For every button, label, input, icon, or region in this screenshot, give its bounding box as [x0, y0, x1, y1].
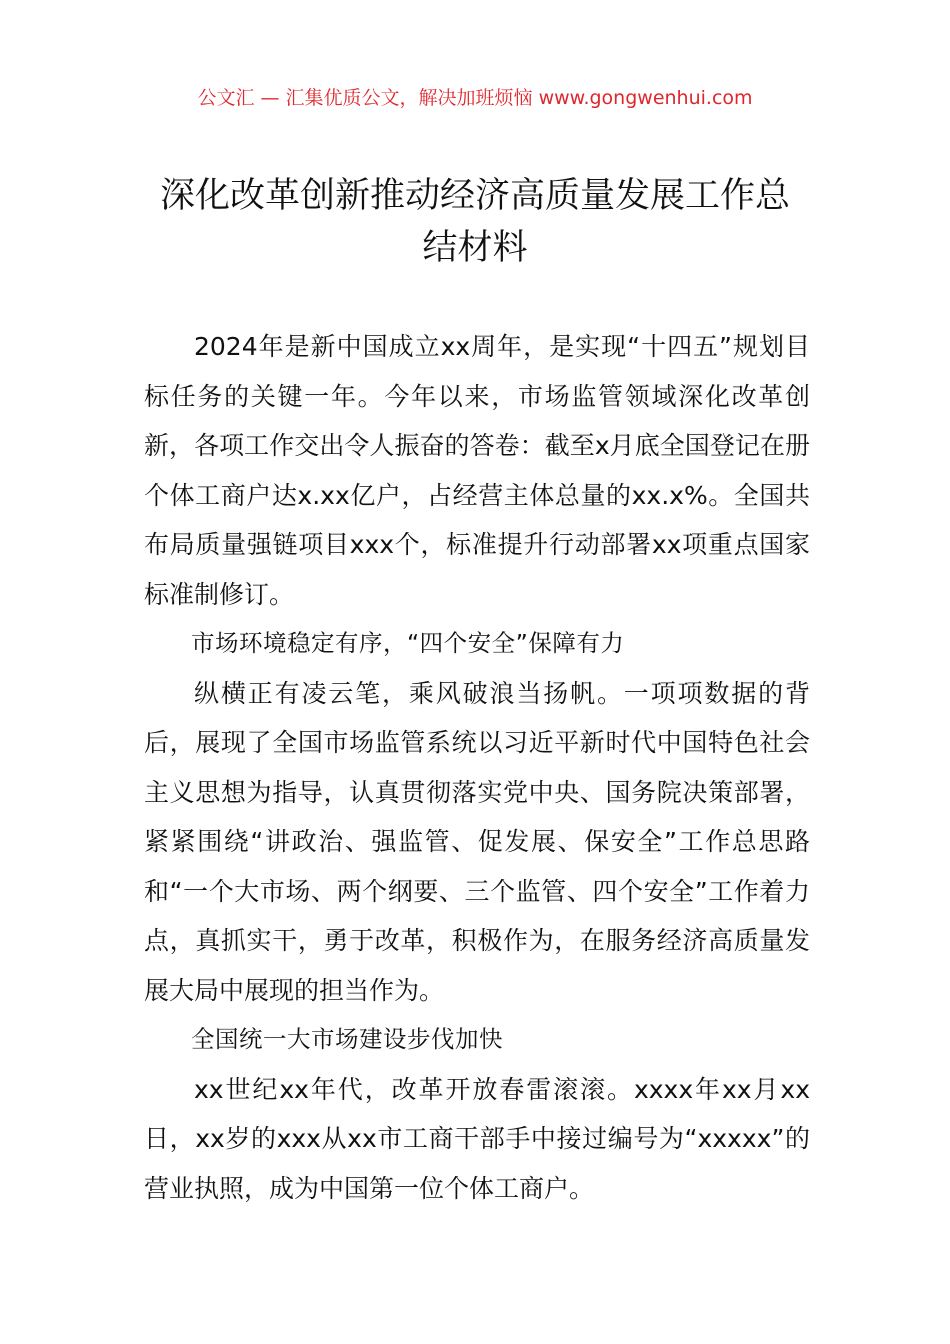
title-line-1: 深化改革创新推动经济高质量发展工作总 [159, 176, 790, 216]
subheading-unified-market: 全国统一大市场建设步伐加快 [191, 1025, 503, 1053]
document-title [140, 170, 810, 274]
subheading-market-environment: 市场环境稳定有序，“四个安全”保障有力 [191, 629, 625, 657]
header-banner: 公文汇 — 汇集优质公文，解决加班烦恼 www.gongwenhui.com [197, 87, 753, 109]
title-line-2: 结材料 [422, 228, 528, 268]
paragraph-history: xx世纪xx年代，改革开放春雷滚滚。xxxx年xx月xx日，xx岁的xxx从xx市工商干部手中接过编号为“xxxxx”的营业执照，成为中国第一位个体工商户。 [144, 1074, 810, 1203]
paragraph-achievements: 纵横正有凌云笔，乘风破浪当扬帆。一项项数据的背后，展现了全国市场监管系统以习近平新时代中国特色社会主义思想为指导，认真贯彻落实党中央、国务院决策部署，紧紧围绕“讲政治、强监管、促发展、保安全”工作总思路和“一个大市场、两个纲要、三个监管、四个安全”工作着力点，真抓实干，勇于改革，积极作为，在服务经济高质量发展大局中展现的担当作为。 [144, 678, 810, 1005]
paragraph-intro: 2024年是新中国成立xx周年，是实现“十四五”规划目标任务的关键一年。今年以来，市场监管领域深化改革创新，各项工作交出令人振奋的答卷：截至x月底全国登记在册个体工商户达x.xx亿户，占经营主体总量的xx.x%。全国共布局质量强链项目xxx个，标准提升行动部署xx项重点国家标准制修订。 [144, 332, 810, 609]
document-body [144, 322, 810, 1213]
